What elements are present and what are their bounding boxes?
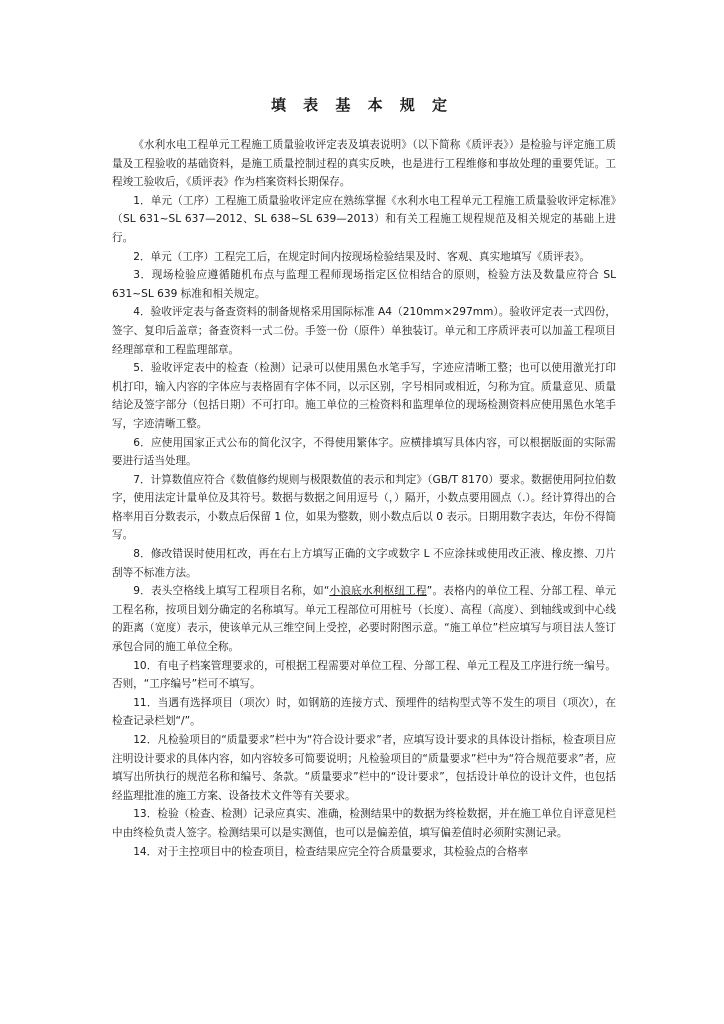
- rule-9: [112, 582, 616, 656]
- rule-3: 3．现场检验应遵循随机布点与监理工程师现场指定区位相结合的原则，检验方法及数量应符合 SL 631~SL 639 标准和相关规定。: [112, 269, 616, 300]
- rule-6: 6．应使用国家正式公布的简化汉字，不得使用繁体字。应横排填写具体内容，可以根据版面的实际需要进行适当处理。: [112, 436, 616, 468]
- rule-9-post: ”。表格内的单位工程、分部工程、单元工程名称，按项目划分确定的名称填写。单元工程部位可用桩号（长度）、高程（高度）、到轴线或到中心线的距离（宽度）表示，使该单元从三维空间上受控，必要时附图示意。“施工单位”栏应填写与项目法人签订承包合同的施工单位全称。: [112, 585, 616, 654]
- rule-5: 5．验收评定表中的检查（检测）记录可以使用黑色水笔手写，字迹应清晰工整；也可以使用激光打印机打印，输入内容的字体应与表格固有字体不同，以示区别，字号相同或相近，匀称为宜。质量意见、质量结论及签字部分（包括日期）不可打印。施工单位的三检资料和监理单位的现场检测资料应使用黑色水笔手写，字迹清晰工整。: [112, 362, 616, 430]
- rule-1: 1．单元（工序）工程施工质量验收评定应在熟练掌握《水利水电工程单元工程施工质量验收评定标准》（SL 631~SL 637—2012、SL 638~SL 639—2013）和有关工程施工规程规范及相关规定的基础上进行。: [112, 194, 616, 244]
- rule-13: 13．检验（检查、检测）记录应真实、准确，检测结果中的数据为终检数据，并在施工单位自评意见栏中由终检负责人签字。检测结果可以是实测值，也可以是偏差值，填写偏差值时必须附实测记录。: [112, 808, 616, 839]
- intro-paragraph: 《水利水电工程单元工程施工质量验收评定表及填表说明》（以下简称《质评表》）是检验与评定施工质量及工程验收的基础资料，是施工质量控制过程的真实反映，也是进行工程维修和事故处理的重要凭证。工程竣工验收后，《质评表》作为档案资料长期保存。: [112, 139, 616, 189]
- rule-12: 12．凡检验项目的“质量要求”栏中为“符合设计要求”者，应填写设计要求的具体设计指标，检查项目应注明设计要求的具体内容，如内容较多可简要说明；凡检验项目的“质量要求”栏中为“符合规范要求”者，应填写出所执行的规范名称和编号、条款。“质量要求”栏中的“设计要求”，包括设计单位的设计文件，也包括经监理批准的施工方案、设备技术文件等有关要求。: [112, 734, 616, 802]
- rule-9-example-underlined: 小浪底水利枢纽工程: [329, 585, 427, 598]
- page-title: 填 表 基 本 规 定: [270, 96, 454, 114]
- rule-11: 11．当遇有选择项目（项次）时，如钢筋的连接方式、预埋件的结构型式等不发生的项目（项次），在检查记录栏划“/”。: [112, 696, 616, 728]
- document-body: [112, 136, 616, 861]
- rule-8: 8．修改错误时使用杠改，再在右上方填写正确的文字或数字 L 不应涂抹或使用改正液、橡皮擦、刀片刮等不标准方法。: [112, 548, 616, 579]
- rule-9-pre: 9．表头空格线上填写工程项目名称，如“: [133, 585, 330, 598]
- rule-7: 7．计算数值应符合《数值修约规则与极限数值的表示和判定》（GB/T 8170）要求。数据使用阿拉伯数字，使用法定计量单位及其符号。数据与数据之间用逗号（，）隔开，小数点要用圆点（.）。经计算得出的合格率用百分数表示，小数点后保留 1 位，如果为整数，则小数点后以 0 表示。日期用数字表达，年份不得简写。: [112, 473, 616, 542]
- rule-2: 2．单元（工序）工程完工后，在规定时间内按现场检验结果及时、客观、真实地填写《质评表》。: [133, 250, 591, 263]
- rule-10: 10．有电子档案管理要求的，可根据工程需要对单位工程、分部工程、单元工程及工序进行统一编号。否则，“工序编号”栏可不填写。: [112, 659, 616, 691]
- rule-14: 14．对于主控项目中的检查项目，检查结果应完全符合质量要求，其检验点的合格率: [133, 845, 529, 858]
- rule-4: 4．验收评定表与备查资料的制备规格采用国际标准 A4（210mm×297mm）。验收评定表一式四份，签字、复印后盖章；备查资料一式二份。手签一份（原件）单独装订。单元和工序质评表可以加盖工程项目经理部章和工程监理部章。: [112, 306, 616, 356]
